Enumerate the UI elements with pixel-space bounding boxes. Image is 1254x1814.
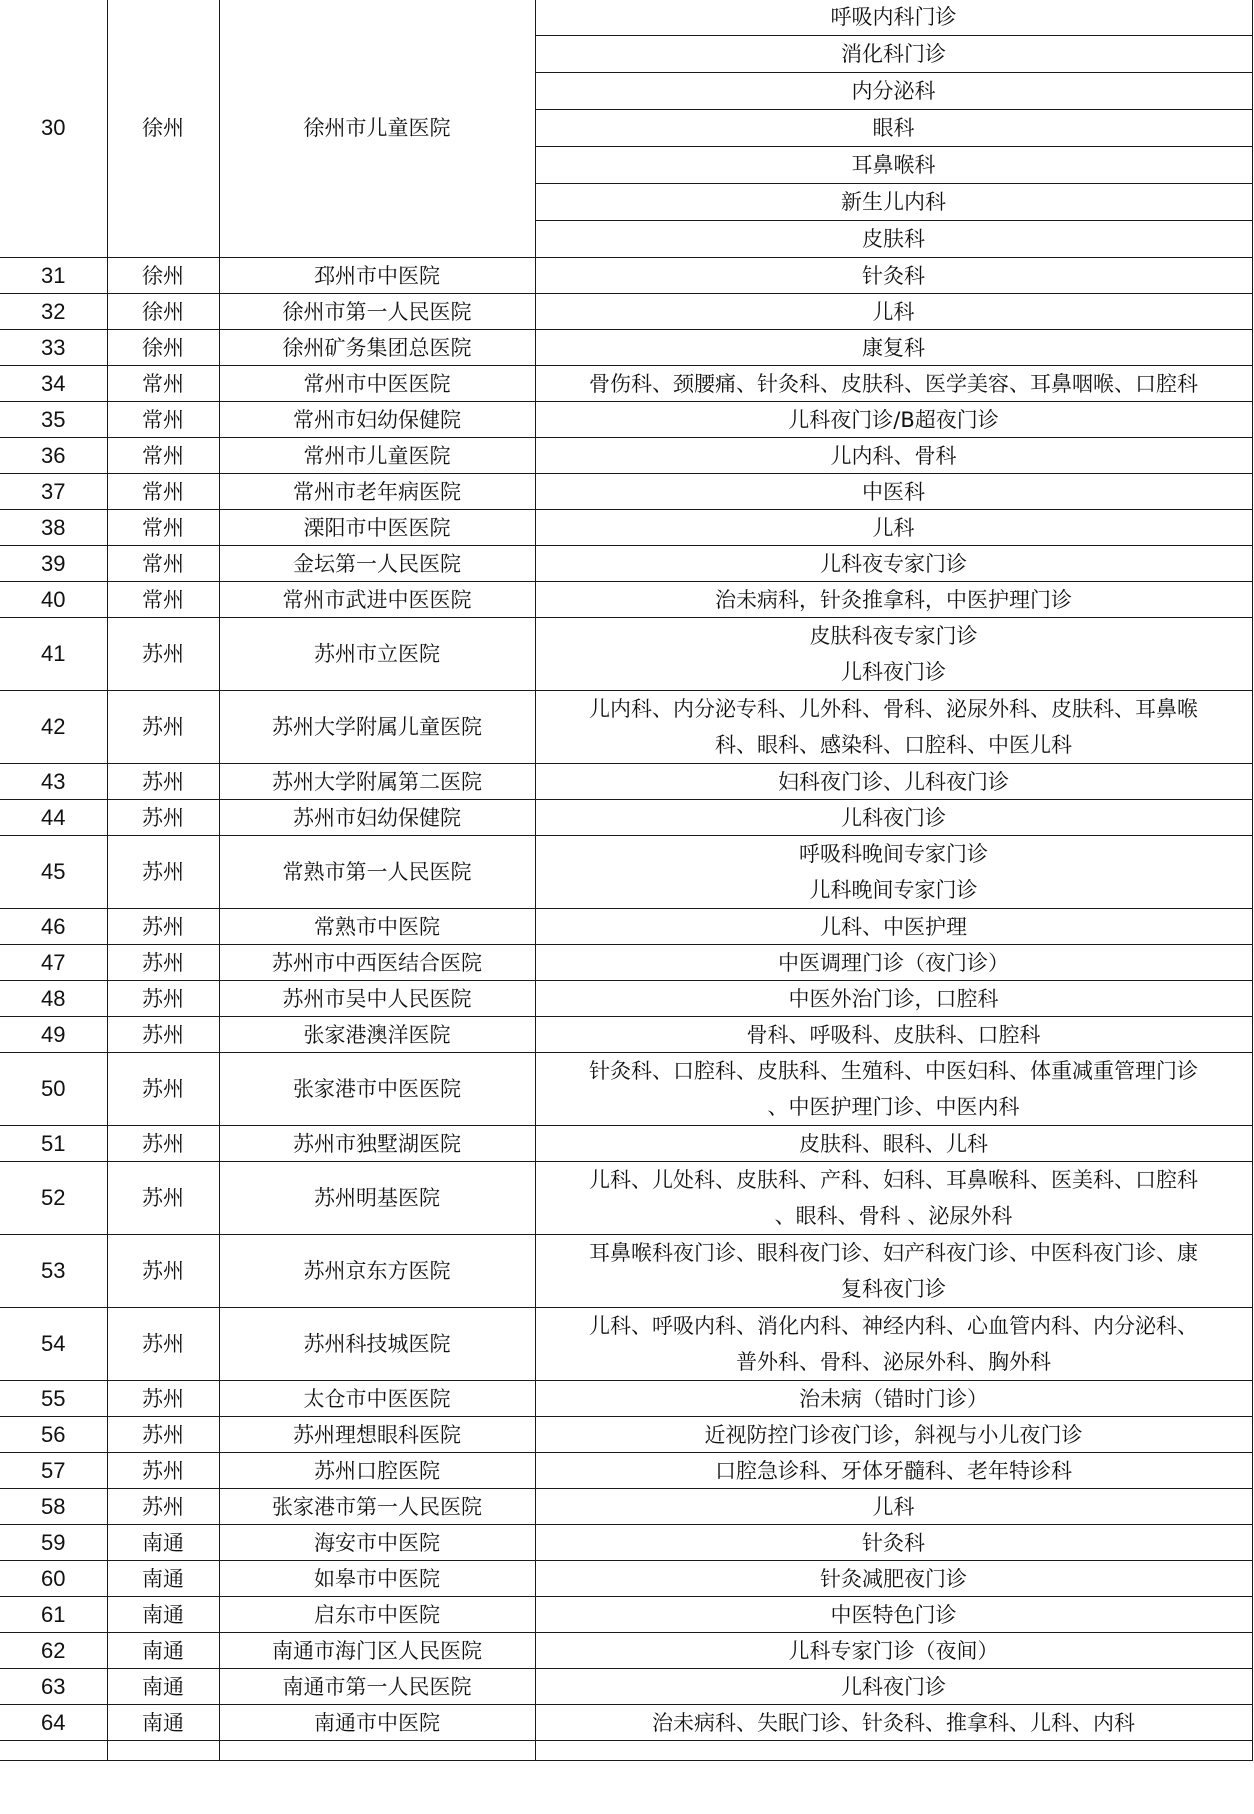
row-number: 60 (0, 1561, 107, 1597)
hospital-cell: 南通市海门区人民医院 (219, 1633, 535, 1669)
row-number: 33 (0, 330, 107, 366)
city-cell: 南通 (107, 1597, 219, 1633)
department-line: 近视防控门诊夜门诊，斜视与小儿夜门诊 (704, 1422, 1083, 1447)
hospital-cell: 金坛第一人民医院 (219, 546, 535, 582)
table-row (0, 981, 1252, 1017)
hospital-cell: 常州市妇幼保健院 (219, 402, 535, 438)
hospital-cell: 徐州矿务集团总医院 (219, 330, 535, 366)
row-number: 40 (0, 582, 107, 618)
department-line: 复科夜门诊 (841, 1277, 946, 1301)
department-cell (535, 1561, 1252, 1597)
hospital-cell: 张家港澳洋医院 (219, 1017, 535, 1053)
city-cell: 徐州 (107, 330, 219, 366)
department-line: 治未病（错时门诊） (799, 1386, 988, 1411)
department-cell (535, 945, 1252, 981)
department-line: 骨伤科、颈腰痛、针灸科、皮肤科、医学美容、耳鼻咽喉、口腔科 (589, 371, 1198, 396)
department-cell (535, 1126, 1252, 1162)
department-line: 治未病科，针灸推拿科，中医护理门诊 (715, 587, 1072, 612)
row-number: 30 (0, 0, 107, 258)
city-cell: 苏州 (107, 691, 219, 764)
department-line: 儿科、呼吸内科、消化内科、神经内科、心血管内科、内分泌科、 (589, 1314, 1198, 1338)
department-cell: 消化科门诊 (535, 36, 1252, 73)
hospital-cell: 常熟市中医院 (219, 909, 535, 945)
department-line: 儿内科、骨科 (830, 443, 957, 468)
table-row (0, 691, 1252, 764)
department-line: 儿科夜专家门诊 (820, 551, 967, 576)
department-cell (535, 1633, 1252, 1669)
department-line: 、中医护理门诊、中医内科 (767, 1095, 1020, 1119)
department-cell (535, 981, 1252, 1017)
city-cell: 苏州 (107, 909, 219, 945)
department-line: 中医调理门诊（夜门诊） (778, 950, 1009, 975)
department-cell (535, 1489, 1252, 1525)
hospital-cell: 常州市武进中医医院 (219, 582, 535, 618)
city-cell: 苏州 (107, 618, 219, 691)
hospital-cell: 张家港市第一人民医院 (219, 1489, 535, 1525)
table-row (0, 945, 1252, 981)
department-cell: 耳鼻喉科 (535, 147, 1252, 184)
table-row (0, 438, 1252, 474)
city-cell: 苏州 (107, 1381, 219, 1417)
row-number: 35 (0, 402, 107, 438)
hospital-cell: 徐州市儿童医院 (219, 0, 535, 258)
hospital-cell: 苏州市立医院 (219, 618, 535, 691)
department-line: 治未病科、失眠门诊、针灸科、推拿科、儿科、内科 (652, 1710, 1135, 1735)
department-line: 普外科、骨科、泌尿外科、胸外科 (736, 1350, 1051, 1374)
department-cell (535, 474, 1252, 510)
department-line: 儿科晚间专家门诊 (809, 878, 978, 902)
table-row (0, 1126, 1252, 1162)
department-line: 中医科 (862, 479, 925, 504)
hospital-cell: 苏州市吴中人民医院 (219, 981, 535, 1017)
city-cell: 南通 (107, 1669, 219, 1705)
hospital-cell: 苏州明基医院 (219, 1162, 535, 1235)
department-cell (535, 1669, 1252, 1705)
department-line: 儿科、儿处科、皮肤科、产科、妇科、耳鼻喉科、医美科、口腔科 (589, 1168, 1198, 1192)
table-row (0, 582, 1252, 618)
department-cell (535, 330, 1252, 366)
hospital-cell: 苏州市妇幼保健院 (219, 800, 535, 836)
city-cell: 苏州 (107, 1308, 219, 1381)
department-line: 儿科、中医护理 (820, 914, 967, 939)
city-cell: 常州 (107, 510, 219, 546)
row-number: 43 (0, 764, 107, 800)
department-line: 儿科夜门诊 (841, 660, 946, 684)
table-row (0, 510, 1252, 546)
department-cell (535, 764, 1252, 800)
hospital-cell: 苏州口腔医院 (219, 1453, 535, 1489)
department-cell (535, 836, 1252, 909)
hospital-cell: 苏州京东方医院 (219, 1235, 535, 1308)
hospital-cell: 张家港市中医医院 (219, 1053, 535, 1126)
table-row (0, 330, 1252, 366)
row-number: 57 (0, 1453, 107, 1489)
table-row (0, 1669, 1252, 1705)
table-row (0, 1235, 1252, 1308)
table-row (0, 1053, 1252, 1126)
hospital-cell: 邳州市中医院 (219, 258, 535, 294)
row-number: 45 (0, 836, 107, 909)
row-number: 63 (0, 1669, 107, 1705)
table-row (0, 258, 1252, 294)
row-number: 44 (0, 800, 107, 836)
department-line: 儿科夜门诊/B超夜门诊 (788, 407, 999, 432)
city-cell: 苏州 (107, 945, 219, 981)
row-number: 64 (0, 1705, 107, 1741)
department-line: 儿科 (872, 1494, 915, 1519)
department-cell (535, 909, 1252, 945)
table-row (0, 1308, 1252, 1381)
city-cell: 苏州 (107, 764, 219, 800)
department-line: 呼吸科晚间专家门诊 (799, 842, 988, 866)
table-row (0, 402, 1252, 438)
department-cell (535, 618, 1252, 691)
department-line: 针灸科、口腔科、皮肤科、生殖科、中医妇科、体重减重管理门诊 (589, 1059, 1198, 1083)
table-row-30 (0, 0, 1252, 36)
city-cell: 南通 (107, 1705, 219, 1741)
city-cell: 苏州 (107, 800, 219, 836)
row-number: 48 (0, 981, 107, 1017)
hospital-cell: 南通市第一人民医院 (219, 1669, 535, 1705)
department-cell (535, 1597, 1252, 1633)
hospital-cell: 常州市中医医院 (219, 366, 535, 402)
table-row (0, 1453, 1252, 1489)
department-line: 、眼科、骨科 、泌尿外科 (774, 1204, 1013, 1228)
hospital-cell: 苏州大学附属儿童医院 (219, 691, 535, 764)
empty-cell (107, 1741, 219, 1761)
table-row (0, 800, 1252, 836)
city-cell: 苏州 (107, 1235, 219, 1308)
empty-cell (219, 1741, 535, 1761)
city-cell: 苏州 (107, 836, 219, 909)
department-cell (535, 1017, 1252, 1053)
row-number: 38 (0, 510, 107, 546)
table-row (0, 1525, 1252, 1561)
city-cell: 苏州 (107, 1017, 219, 1053)
table-row (0, 546, 1252, 582)
department-cell (535, 510, 1252, 546)
row-number: 55 (0, 1381, 107, 1417)
hospital-cell: 南通市中医院 (219, 1705, 535, 1741)
department-cell: 新生儿内科 (535, 184, 1252, 221)
table-row (0, 1597, 1252, 1633)
department-line: 儿科专家门诊（夜间） (788, 1638, 999, 1663)
table-row (0, 1017, 1252, 1053)
table-row (0, 1381, 1252, 1417)
department-cell (535, 1417, 1252, 1453)
row-number: 59 (0, 1525, 107, 1561)
row-number: 61 (0, 1597, 107, 1633)
department-cell (535, 1162, 1252, 1235)
hospital-cell: 如皋市中医院 (219, 1561, 535, 1597)
table-row (0, 1417, 1252, 1453)
hospital-cell: 海安市中医院 (219, 1525, 535, 1561)
department-cell (535, 294, 1252, 330)
city-cell: 苏州 (107, 1417, 219, 1453)
city-cell: 常州 (107, 474, 219, 510)
department-cell (535, 1235, 1252, 1308)
row-number: 50 (0, 1053, 107, 1126)
hospital-cell: 苏州科技城医院 (219, 1308, 535, 1381)
city-cell: 南通 (107, 1633, 219, 1669)
city-cell: 常州 (107, 402, 219, 438)
department-cell (535, 258, 1252, 294)
table-row (0, 294, 1252, 330)
department-cell (535, 691, 1252, 764)
row-number: 36 (0, 438, 107, 474)
table-row (0, 764, 1252, 800)
row-number: 56 (0, 1417, 107, 1453)
table-row (0, 909, 1252, 945)
hospital-cell: 溧阳市中医医院 (219, 510, 535, 546)
hospital-cell: 常熟市第一人民医院 (219, 836, 535, 909)
department-line: 皮肤科夜专家门诊 (809, 624, 978, 648)
department-line: 科、眼科、感染科、口腔科、中医儿科 (715, 733, 1072, 757)
hospital-cell: 苏州理想眼科医院 (219, 1417, 535, 1453)
table-row (0, 366, 1252, 402)
row-number: 42 (0, 691, 107, 764)
department-line: 儿科夜门诊 (841, 1674, 946, 1699)
department-cell (535, 366, 1252, 402)
row-number: 31 (0, 258, 107, 294)
department-cell (535, 1453, 1252, 1489)
city-cell: 苏州 (107, 1162, 219, 1235)
city-cell: 常州 (107, 366, 219, 402)
department-line: 针灸科 (862, 263, 925, 288)
city-cell: 苏州 (107, 1453, 219, 1489)
department-cell (535, 1308, 1252, 1381)
row-number: 37 (0, 474, 107, 510)
department-line: 儿科 (872, 515, 915, 540)
hospital-cell: 常州市老年病医院 (219, 474, 535, 510)
row-number: 49 (0, 1017, 107, 1053)
empty-cell (0, 1741, 107, 1761)
row-number: 39 (0, 546, 107, 582)
department-cell (535, 800, 1252, 836)
department-line: 皮肤科、眼科、儿科 (799, 1131, 988, 1156)
city-cell: 徐州 (107, 294, 219, 330)
table-row (0, 1705, 1252, 1741)
department-line: 针灸减肥夜门诊 (820, 1566, 967, 1591)
table-row (0, 1162, 1252, 1235)
city-cell: 徐州 (107, 258, 219, 294)
city-cell: 苏州 (107, 981, 219, 1017)
hospital-cell: 徐州市第一人民医院 (219, 294, 535, 330)
row-number: 46 (0, 909, 107, 945)
department-cell (535, 1053, 1252, 1126)
hospital-cell: 太仓市中医医院 (219, 1381, 535, 1417)
hospital-cell: 苏州大学附属第二医院 (219, 764, 535, 800)
row-number: 54 (0, 1308, 107, 1381)
department-cell: 皮肤科 (535, 221, 1252, 258)
department-cell (535, 402, 1252, 438)
department-line: 中医特色门诊 (830, 1602, 957, 1627)
department-cell (535, 438, 1252, 474)
department-cell: 内分泌科 (535, 73, 1252, 110)
table-row (0, 618, 1252, 691)
department-cell (535, 1525, 1252, 1561)
row-number: 32 (0, 294, 107, 330)
table-row-partial (0, 1741, 1252, 1761)
department-line: 耳鼻喉科夜门诊、眼科夜门诊、妇产科夜门诊、中医科夜门诊、康 (589, 1241, 1198, 1265)
department-line: 中医外治门诊，口腔科 (788, 986, 999, 1011)
hospital-cell: 苏州市独墅湖医院 (219, 1126, 535, 1162)
row-number: 52 (0, 1162, 107, 1235)
city-cell: 苏州 (107, 1489, 219, 1525)
table-row (0, 1633, 1252, 1669)
department-line: 妇科夜门诊、儿科夜门诊 (778, 769, 1009, 794)
city-cell: 常州 (107, 438, 219, 474)
hospital-cell: 苏州市中西医结合医院 (219, 945, 535, 981)
department-cell (535, 582, 1252, 618)
department-line: 康复科 (862, 335, 925, 360)
empty-cell (535, 1741, 1252, 1761)
row-number: 53 (0, 1235, 107, 1308)
table-row (0, 1561, 1252, 1597)
department-line: 儿科夜门诊 (841, 805, 946, 830)
department-cell (535, 1705, 1252, 1741)
department-cell: 眼科 (535, 110, 1252, 147)
city-cell: 常州 (107, 582, 219, 618)
department-line: 儿内科、内分泌专科、儿外科、骨科、泌尿外科、皮肤科、耳鼻喉 (589, 697, 1198, 721)
department-cell: 呼吸内科门诊 (535, 0, 1252, 36)
row-number: 47 (0, 945, 107, 981)
row-number: 58 (0, 1489, 107, 1525)
city-cell: 苏州 (107, 1126, 219, 1162)
department-cell (535, 546, 1252, 582)
city-cell: 苏州 (107, 1053, 219, 1126)
table-row (0, 474, 1252, 510)
table-row (0, 1489, 1252, 1525)
hospital-cell: 启东市中医院 (219, 1597, 535, 1633)
city-cell: 徐州 (107, 0, 219, 258)
department-line: 儿科 (872, 299, 915, 324)
row-number: 34 (0, 366, 107, 402)
row-number: 62 (0, 1633, 107, 1669)
department-line: 骨科、呼吸科、皮肤科、口腔科 (746, 1022, 1041, 1047)
hospital-cell: 常州市儿童医院 (219, 438, 535, 474)
city-cell: 常州 (107, 546, 219, 582)
city-cell: 南通 (107, 1561, 219, 1597)
city-cell: 南通 (107, 1525, 219, 1561)
department-cell (535, 1381, 1252, 1417)
department-line: 口腔急诊科、牙体牙髓科、老年特诊科 (715, 1458, 1072, 1483)
row-number: 41 (0, 618, 107, 691)
department-line: 针灸科 (862, 1530, 925, 1555)
table-row (0, 836, 1252, 909)
row-number: 51 (0, 1126, 107, 1162)
